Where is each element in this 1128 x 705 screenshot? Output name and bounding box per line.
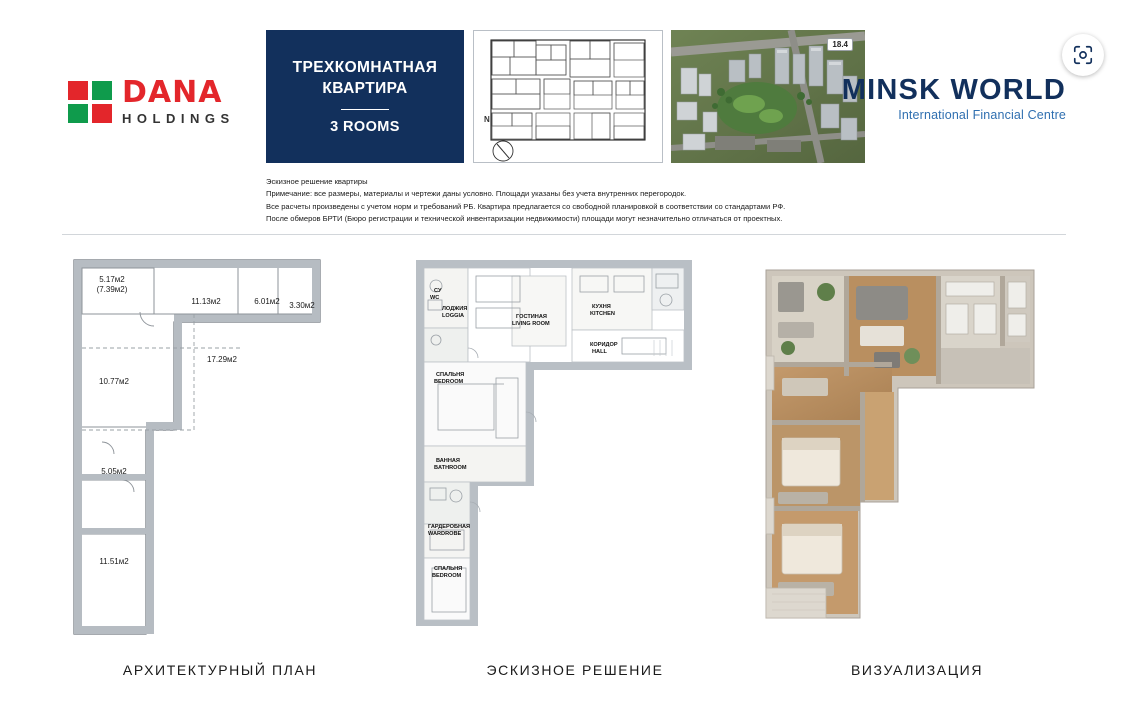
apartment-type-en: 3 ROOMS: [330, 118, 400, 135]
area-label-2: 11.13м2: [191, 297, 221, 306]
aerial-badge: 18.4: [827, 38, 853, 51]
dana-holdings-logo: [68, 75, 235, 126]
apartment-type-ru: ТРЕХКОМНАТНАЯ КВАРТИРА: [292, 59, 438, 97]
area-label-4: 3.30м2: [289, 301, 315, 310]
area-label-3: 6.01м2: [254, 297, 280, 306]
title-divider: [341, 109, 389, 110]
room-label-bedroom1-ru: СПАЛЬНЯ: [436, 372, 465, 378]
room-label-loggia-ru: ЛОДЖИЯ: [442, 306, 468, 312]
screenshot-capture-button[interactable]: [1062, 34, 1104, 76]
brand-name: DANA: [122, 75, 223, 110]
visualization-panel: [748, 252, 1048, 647]
disclaimer-line-1: Эскизное решение квартиры: [266, 177, 368, 186]
room-label-living-en: LIVING ROOM: [512, 321, 550, 327]
minsk-world-subtitle: International Financial Centre: [898, 108, 1066, 122]
area-label-5: 17.29м2: [207, 355, 237, 364]
compass-north-label: N: [484, 115, 490, 124]
disclaimer-line-4: После обмеров БРТИ (Бюро регистрации и технической инвентаризации недвижимости) площади могут незначительно отличаться от проектных.: [266, 213, 783, 223]
area-label-7: 5.05м2: [101, 467, 127, 476]
room-label-hall-en: HALL: [592, 349, 607, 355]
header-divider: [62, 234, 1066, 235]
room-label-bedroom2-en: BEDROOM: [432, 573, 462, 579]
disclaimer-line-3: Все расчеты произведены с учетом норм и требований РБ. Квартира предлагается со свободной планировкой в соответствии со стандартами РФ.: [266, 201, 786, 211]
dana-logo-icon: [68, 81, 112, 123]
room-label-hall-ru: КОРИДОР: [590, 342, 618, 348]
aerial-photo[interactable]: [671, 30, 865, 163]
screenshot-capture-icon: [1072, 44, 1094, 66]
caption-sketch-solution: ЭСКИЗНОЕ РЕШЕНИЕ: [486, 662, 664, 678]
room-label-bedroom2-ru: СПАЛЬНЯ: [434, 566, 463, 572]
room-label-bedroom1-en: BEDROOM: [434, 379, 464, 385]
caption-architectural-plan: АРХИТЕКТУРНЫЙ ПЛАН: [122, 662, 318, 678]
disclaimer-line-2: Примечание: все размеры, материалы и чертежи даны условно. Площади указаны без учета внутренних перегородок.: [266, 189, 687, 199]
room-label-bathroom-ru: ВАННАЯ: [436, 458, 460, 464]
key-plan-thumbnail[interactable]: [473, 30, 663, 163]
minsk-world-logo: [842, 76, 1066, 122]
document-header: [0, 0, 1128, 240]
room-label-living-ru: ГОСТИНАЯ: [516, 314, 547, 320]
apartment-type-card: [266, 30, 464, 163]
sketch-plan-panel: [408, 252, 700, 647]
room-label-bathroom-en: BATHROOM: [434, 465, 467, 471]
room-label-wc-en: WC: [430, 295, 440, 301]
room-label-wardrobe-ru: ГАРДЕРОБНАЯ: [428, 524, 471, 530]
room-label-wc-ru: СУ: [434, 288, 442, 294]
architectural-plan-panel: [62, 252, 362, 647]
room-label-wardrobe-en: WARDROBE: [428, 531, 462, 537]
area-label-1b: (7.39м2): [96, 285, 128, 294]
room-label-kitchen-en: KITCHEN: [590, 311, 615, 317]
room-label-loggia-en: LOGGIA: [442, 313, 465, 319]
area-label-6: 10.77м2: [99, 377, 129, 386]
caption-visualization: ВИЗУАЛИЗАЦИЯ: [850, 662, 984, 678]
area-label-8: 11.51м2: [99, 557, 129, 566]
minsk-world-name: MINSK WORLD: [841, 74, 1066, 106]
room-label-kitchen-ru: КУХНЯ: [592, 304, 611, 310]
disclaimer-block: [266, 176, 886, 225]
area-label-1: 5.17м2: [99, 275, 125, 284]
brand-subtitle: HOLDINGS: [122, 111, 235, 126]
